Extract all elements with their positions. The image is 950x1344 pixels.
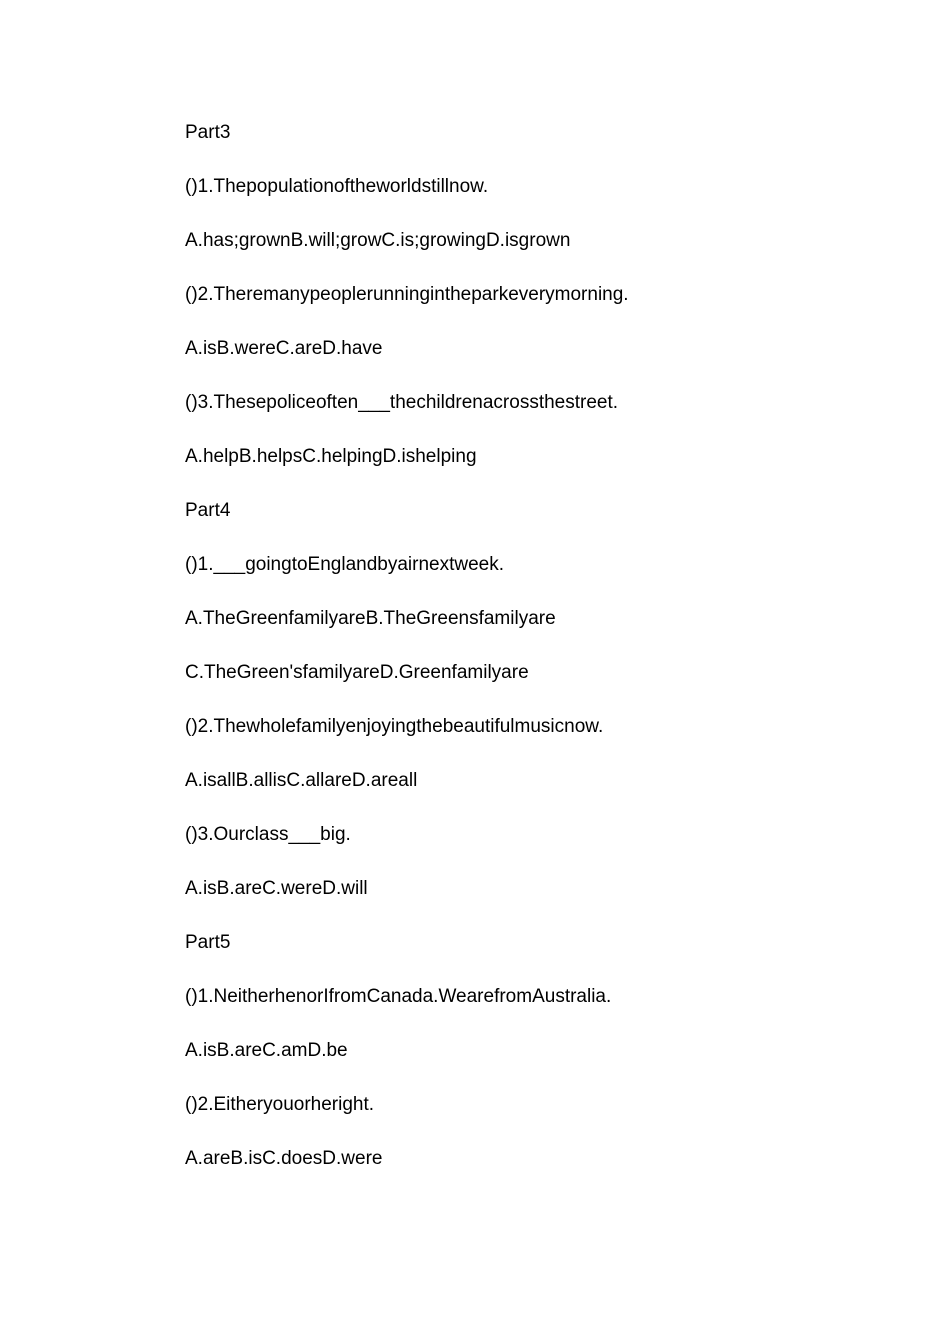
answer-options: A.isB.areC.wereD.will: [185, 878, 368, 899]
answer-options: A.isallB.allisC.allareD.areall: [185, 770, 418, 791]
question-text: ()3.Ourclass___big.: [185, 824, 351, 845]
answer-options: A.has;grownB.will;growC.is;growingD.isgrown: [185, 230, 571, 251]
section-heading-part4: Part4: [185, 500, 231, 521]
answer-options: A.TheGreenfamilyareB.TheGreensfamilyare: [185, 608, 556, 629]
answer-options: A.areB.isC.doesD.were: [185, 1148, 383, 1169]
question-text: ()2.Thewholefamilyenjoyingthebeautifulmusicnow.: [185, 716, 604, 737]
question-text: ()3.Thesepoliceoften___thechildrenacrossthestreet.: [185, 392, 619, 413]
question-text: ()1.___goingtoEnglandbyairnextweek.: [185, 554, 504, 575]
question-text: ()2.Theremanypeoplerunningintheparkeverymorning.: [185, 284, 629, 305]
question-text: ()1.NeitherhenorIfromCanada.WearefromAustralia.: [185, 986, 612, 1007]
answer-options: C.TheGreen'sfamilyareD.Greenfamilyare: [185, 662, 529, 683]
section-heading-part5: Part5: [185, 932, 231, 953]
answer-options: A.helpB.helpsC.helpingD.ishelping: [185, 446, 477, 467]
question-text: ()2.Eitheryouorheright.: [185, 1094, 375, 1115]
section-heading-part3: Part3: [185, 122, 231, 143]
question-text: ()1.Thepopulationoftheworldstillnow.: [185, 176, 489, 197]
answer-options: A.isB.wereC.areD.have: [185, 338, 383, 359]
answer-options: A.isB.areC.amD.be: [185, 1040, 348, 1061]
